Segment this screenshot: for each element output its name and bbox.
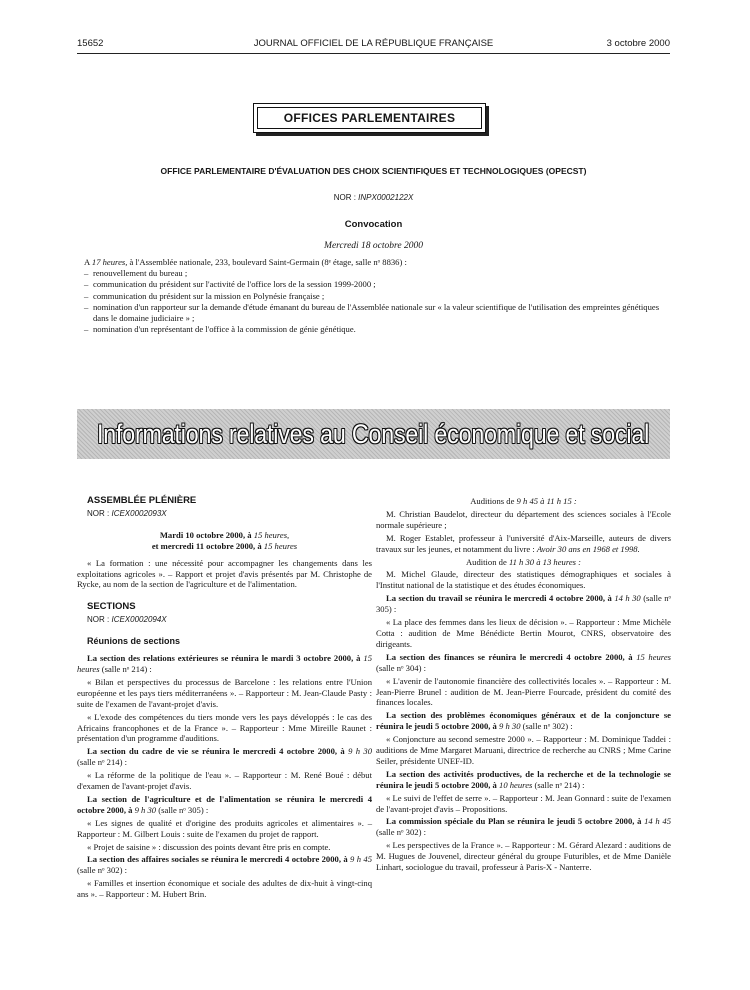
sections-nor: NOR : ICEX0002094X: [87, 615, 167, 625]
agenda-list: [84, 268, 664, 335]
agenda-item: – communication du président sur l'activité de l'office lors de la session 1999-2000 ;: [84, 279, 664, 290]
section-box: [253, 103, 486, 133]
cadre-vie-item: « La réforme de la politique de l'eau ». – Rapporteur : M. René Boué : début d'examen de l'avant-projet d'avis.: [77, 770, 372, 792]
agenda-item: – nomination d'un rapporteur sur la demande d'étude émanant du bureau de l'Assemblée nationale sur « la valeur scientifique de l'utilisation des empreintes génétiques dans le domaine judiciaire » ;: [84, 302, 664, 324]
nor-label: NOR :: [333, 193, 356, 202]
agenda-item: – communication du président sur la mission en Polynésie française ;: [84, 291, 664, 302]
agriculture-item: « Les signes de qualité et d'origine des produits agricoles et alimentaires ». – Rapporteur : M. Gilbert Louis : suite de l'examen du projet de rapport.: [77, 817, 372, 839]
audition-item: M. Roger Establet, professeur à l'université d'Aix-Marseille, auteurs de divers travaux sur les jeunes, et notamment du livre : Avoir 30 ans en 1968 et 1998.: [376, 532, 671, 554]
audition-item: M. Michel Glaude, directeur des statistiques démographiques et sociales à l'Institut national de la statistique et des études économiques.: [376, 569, 671, 591]
relations-ext-item: « Bilan et perspectives du processus de Barcelone : les relations entre l'Union européenne et les pays tiers méditerranéens ». – Rapporteur : M. Jean-Claude Pasty : suite de l'examen de l'avant-projet d'avis.: [77, 676, 372, 709]
economie-item: « Conjoncture au second semestre 2000 ». – Rapporteur : M. Dominique Taddei : auditions de Mme Margaret Maruani, directrice de recherche au CNRS ; Mme Carine Seiler, présidente UNEF-ID.: [376, 734, 671, 766]
assemblee-text: « La formation : une nécessité pour accompagner les changements dans les exploitations agricoles ». – Rapport et projet d'avis présentés par M. Christophe de Rycke, au nom de la section de l'agriculture et de l'alimentation.: [77, 557, 372, 590]
agenda-intro: A 17 heures, à l'Assemblée nationale, 233, boulevard Saint-Germain (8ᵉ étage, salle nᵒ 8836) :: [84, 257, 407, 267]
opecst-agenda: [84, 257, 664, 335]
opecst-title: OFFICE PARLEMENTAIRE D'ÉVALUATION DES CHOIX SCIENTIFIQUES ET TECHNOLOGIQUES (OPECST): [160, 166, 587, 176]
journal-title: JOURNAL OFFICIEL DE LA RÉPUBLIQUE FRANÇAISE: [253, 38, 494, 49]
plan-item: « Les perspectives de la France ». – Rapporteur : M. Gérard Alezard : auditions de M. Hugues de Jouvenel, directeur général du groupe Futuribles, et de Mme Danièle Linhart, sociologue du travail, professeur à Paris-X - Nanterre.: [376, 840, 671, 873]
agenda-item: – nomination d'un représentant de l'office à la commission de génie génétique.: [84, 324, 664, 335]
section-box-title: OFFICES PARLEMENTAIRES: [257, 107, 482, 129]
auditions-1-heading: Auditions de 9 h 45 à 11 h 15 :: [470, 496, 577, 506]
travail-item: « La place des femmes dans les lieux de décision ». – Rapporteur : Mme Michèle Cotta : audition de Mme Bénédicte Bertin Mourot, CNRS, observatoire des dirigeants.: [376, 617, 671, 649]
assemblee-dates-1: Mardi 10 octobre 2000, à 15 heures,: [159, 529, 290, 540]
affaires-sociales-item: « Familles et insertion économique et sociale des adultes de dix-huit à vingt-cinq ans ». – Rapporteur : M. Hubert Brin.: [77, 878, 372, 900]
audition-item: M. Christian Baudelot, directeur du département des sciences sociales à l'Ecole normale supérieure ;: [376, 508, 671, 530]
left-column: [77, 496, 372, 902]
opecst-nor: [77, 193, 670, 202]
right-column: [376, 496, 671, 875]
meeting-date: Mercredi 18 octobre 2000: [324, 241, 423, 251]
nor-code: INPX0002122X: [358, 193, 414, 202]
auditions-2-heading: Audition de 11 h 30 à 13 heures :: [465, 556, 582, 567]
running-header: [77, 38, 670, 52]
travail-intro: La section du travail se réunira le mercredi 4 octobre 2000, à 14 h 30 (salle nᵒ 305) :: [376, 593, 672, 615]
ces-banner-text: Informations relatives au Conseil économique et social: [97, 418, 650, 449]
agenda-item: – renouvellement du bureau ;: [84, 268, 664, 279]
convocation-heading: Convocation: [344, 219, 403, 230]
assemblee-nor: NOR : ICEX0002093X: [87, 508, 167, 518]
relations-ext-item: « L'exode des compétences du tiers monde vers les pays développés : le cas des Africains francophones et de la France ». – Rapporteur : Mme Mireille Raunet : présentation d'un programme d'auditions.: [77, 711, 372, 744]
activites-productives-item: « Le suivi de l'effet de serre ». – Rapporteur : M. Jean Gonnard : suite de l'examen de l'avant-projet d'avis – Propositions.: [376, 792, 671, 814]
assemblee-heading: ASSEMBLÉE PLÉNIÈRE: [87, 495, 197, 506]
economie-intro: La section des problèmes économiques généraux et de la conjoncture se réunira le jeudi 5 octobre 2000, à 9 h 30 (salle nᵒ 302) :: [376, 710, 671, 732]
plan-intro: La commission spéciale du Plan se réunira le jeudi 5 octobre 2000, à 14 h 45 (salle nᵒ 302) :: [376, 816, 672, 838]
reunions-heading: Réunions de sections: [87, 636, 181, 647]
affaires-sociales-intro: La section des affaires sociales se réunira le mercredi 4 octobre 2000, à 9 h 45 (salle nᵒ 302) :: [77, 854, 372, 876]
finances-intro: La section des finances se réunira le mercredi 4 octobre 2000, à 15 heures (salle nᵒ 304) :: [376, 651, 671, 673]
sections-heading: SECTIONS: [87, 601, 136, 613]
ces-banner: [77, 409, 670, 459]
finances-item: « L'avenir de l'autonomie financière des collectivités locales ». – Rapporteur : M. Jean-Pierre Brunel : audition de M. Jean-Pierre Fourcade, président du comité des finances locales.: [376, 675, 671, 708]
agriculture-item: « Projet de saisine » : discussion des points devant être pris en compte.: [87, 841, 331, 852]
cadre-vie-intro: La section du cadre de vie se réunira le mercredi 4 octobre 2000, à 9 h 30 (salle nᵒ 214) :: [77, 746, 372, 768]
page-number: 15652: [77, 38, 104, 49]
header-rule: [77, 53, 670, 54]
activites-productives-intro: La section des activités productives, de la recherche et de la technologie se réunira le jeudi 5 octobre 2000, à 10 heures (salle nᵒ 214) :: [376, 768, 671, 790]
issue-date: 3 octobre 2000: [606, 38, 670, 49]
agriculture-intro: La section de l'agriculture et de l'alimentation se réunira le mercredi 4 octobre 2000, à 9 h 30 (salle nᵒ 305) :: [77, 793, 372, 815]
relations-ext-intro: La section des relations extérieures se réunira le mardi 3 octobre 2000, à 15 heures (salle nᵒ 214) :: [77, 653, 372, 674]
assemblee-dates-2: et mercredi 11 octobre 2000, à 15 heures: [151, 540, 298, 551]
